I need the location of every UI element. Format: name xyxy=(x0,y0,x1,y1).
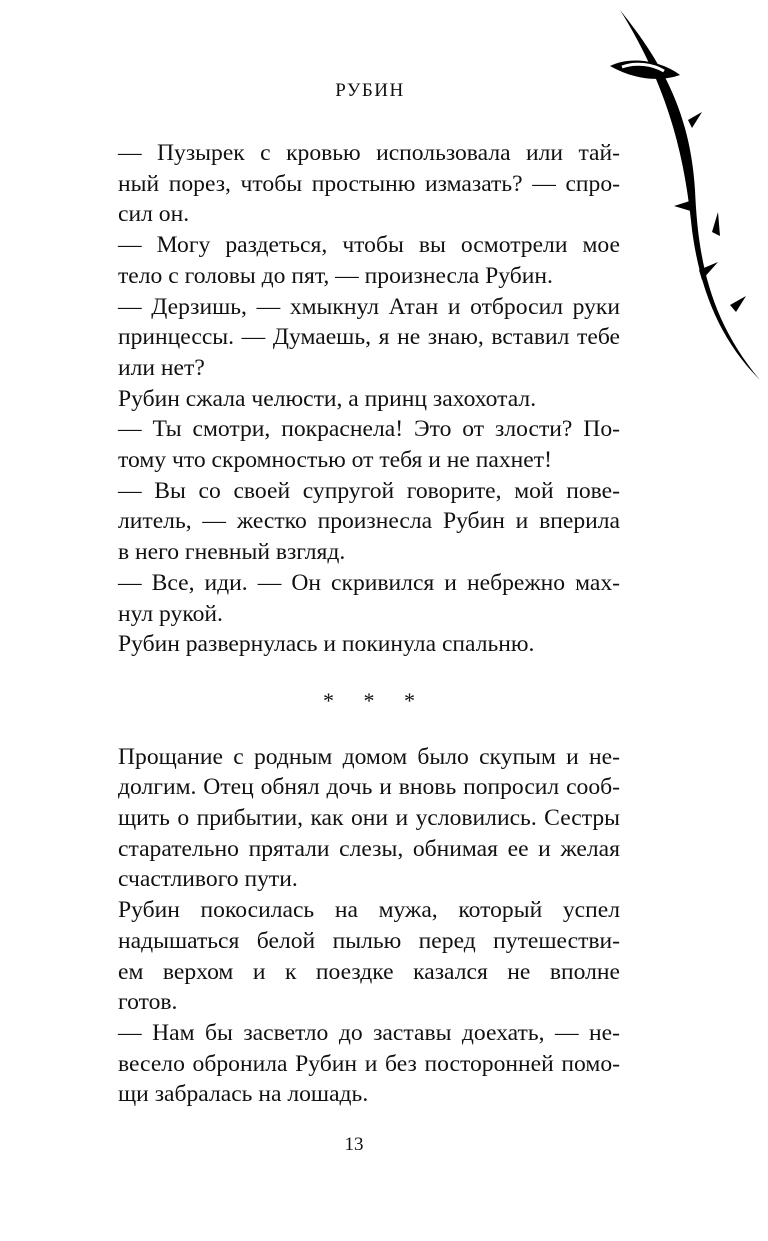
text-line: ем верхом и к поездке казался не вполне xyxy=(118,958,620,985)
text-line: — Вы со своей супругой говорите, мой пове- xyxy=(118,477,620,504)
text-line: — Все, иди. — Он скривился и небрежно мах- xyxy=(118,569,620,596)
paragraph xyxy=(118,384,620,415)
paragraph xyxy=(118,476,620,568)
text-line: Рубин развернулась и покинула спальню. xyxy=(118,631,535,658)
text-line: — Пузырек с кровью использовала или тай- xyxy=(118,140,620,166)
text-line: литель, — жестко произнесла Рубин и вперила xyxy=(118,508,620,535)
text-line: ный порез, чтобы простыню измазать? — спро- xyxy=(118,170,620,197)
running-title: РУБИН xyxy=(335,80,405,101)
paragraph xyxy=(118,568,620,629)
section-1 xyxy=(118,138,620,660)
paragraph xyxy=(118,742,620,896)
paragraph xyxy=(118,1018,620,1110)
section-separator: * * * xyxy=(323,687,427,713)
text-line: тому что скромностью от тебя и не пахнет! xyxy=(118,447,552,474)
paragraph xyxy=(118,629,620,660)
text-line: щить о прибытии, как они и условились. Сестры xyxy=(118,805,620,832)
text-line: принцессы. — Думаешь, я не знаю, вставил тебе xyxy=(118,324,620,351)
text-line: — Ты смотри, покраснела! Это от злости? По- xyxy=(118,416,620,443)
paragraph xyxy=(118,230,620,291)
text-line: надышаться белой пылью перед путешестви- xyxy=(118,927,620,954)
text-line: счастливого пути. xyxy=(118,866,298,893)
text-line: щи забралась на лошадь. xyxy=(118,1081,369,1108)
page-number: 13 xyxy=(344,1134,364,1155)
text-line: Прощание с родным домом было скупым и не- xyxy=(118,743,620,770)
text-line: старательно прятали слезы, обнимая ее и желая xyxy=(118,835,620,862)
text-line: весело обронила Рубин и без посторонней помо- xyxy=(118,1050,620,1077)
text-line: — Нам бы засветло до заставы доехать, — не- xyxy=(118,1019,620,1046)
text-line: долгим. Отец обнял дочь и вновь попросил сооб- xyxy=(118,774,620,801)
page-text xyxy=(118,138,620,1110)
text-line: или нет? xyxy=(118,354,205,381)
text-line: — Могу раздеться, чтобы вы осмотрели мое xyxy=(118,232,620,259)
text-line: — Дерзишь, — хмыкнул Атан и отбросил руки xyxy=(118,293,620,320)
thorny-branch-icon xyxy=(600,0,768,420)
paragraph xyxy=(118,414,620,475)
text-line: Рубин покосилась на мужа, который успел xyxy=(118,897,620,924)
paragraph xyxy=(118,895,620,1018)
text-line: Рубин сжала челюсти, а принц захохотал. xyxy=(118,385,537,412)
text-line: тело с головы до пят, — произнесла Рубин. xyxy=(118,262,553,289)
text-line: сил он. xyxy=(118,201,190,228)
text-line: готов. xyxy=(118,989,178,1016)
paragraph xyxy=(118,292,620,384)
section-2 xyxy=(118,742,620,1110)
text-line: нул рукой. xyxy=(118,600,223,627)
text-line: в него гневный взгляд. xyxy=(118,539,346,566)
paragraph xyxy=(118,138,620,230)
